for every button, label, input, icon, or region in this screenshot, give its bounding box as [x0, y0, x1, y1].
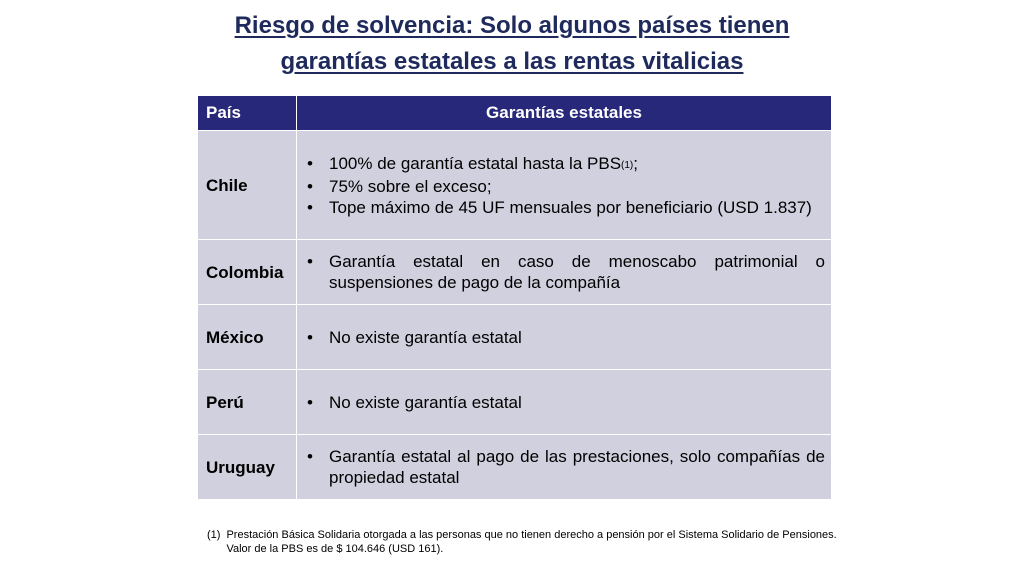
country-cell: Chile [198, 131, 297, 240]
footnote-line-1: Prestación Básica Solidaria otorgada a las personas que no tienen derecho a pensión por el Sistema Solidario de Pensiones. [226, 529, 837, 541]
list-item: • 75% sobre el exceso; [329, 176, 825, 197]
list-item: • No existe garantía estatal [329, 392, 825, 413]
table-row-colombia [198, 240, 832, 305]
table-header-row [198, 96, 832, 131]
country-cell: Colombia [198, 240, 297, 305]
table-row-chile [198, 131, 832, 240]
list-item: • Tope máximo de 45 UF mensuales por beneficiario (USD 1.837) [329, 197, 825, 218]
slide-title-line-2: garantías estatales a las rentas vitalicias [280, 48, 744, 75]
table-row-peru [198, 370, 832, 435]
list-item: • Garantía estatal al pago de las prestaciones, solo compañías de propiedad estatal [329, 446, 825, 488]
country-cell: México [198, 305, 297, 370]
guarantee-cell [297, 305, 832, 370]
footnote [207, 528, 837, 556]
slide-title [0, 8, 1024, 80]
footnote-marker: (1) [207, 529, 221, 541]
bullet-list [305, 153, 825, 218]
country-cell: Uruguay [198, 435, 297, 500]
bullet-list [305, 327, 825, 348]
country-cell: Perú [198, 370, 297, 435]
slide-title-line-1: Riesgo de solvencia: Solo algunos países tienen [234, 12, 790, 39]
footnote-line-2: Valor de la PBS es de $ 104.646 (USD 161). [226, 543, 444, 555]
bullet-list [305, 251, 825, 293]
header-country: País [198, 96, 297, 131]
bullet-list [305, 446, 825, 488]
footnote-ref: (1) [621, 159, 634, 171]
guarantee-cell [297, 435, 832, 500]
table-row-uruguay [198, 435, 832, 500]
bullet-list [305, 392, 825, 413]
list-item: • No existe garantía estatal [329, 327, 825, 348]
list-item: • 100% de garantía estatal hasta la PBS$^{(1)}$; [329, 153, 825, 176]
guarantees-table [197, 95, 832, 500]
guarantee-cell [297, 240, 832, 305]
table-row-mexico [198, 305, 832, 370]
guarantee-cell [297, 131, 832, 240]
header-guarantee: Garantías estatales [297, 96, 832, 131]
footnote-text [226, 528, 836, 556]
list-item: • Garantía estatal en caso de menoscabo patrimonial o suspensiones de pago de la compañía [329, 251, 825, 293]
guarantee-cell [297, 370, 832, 435]
